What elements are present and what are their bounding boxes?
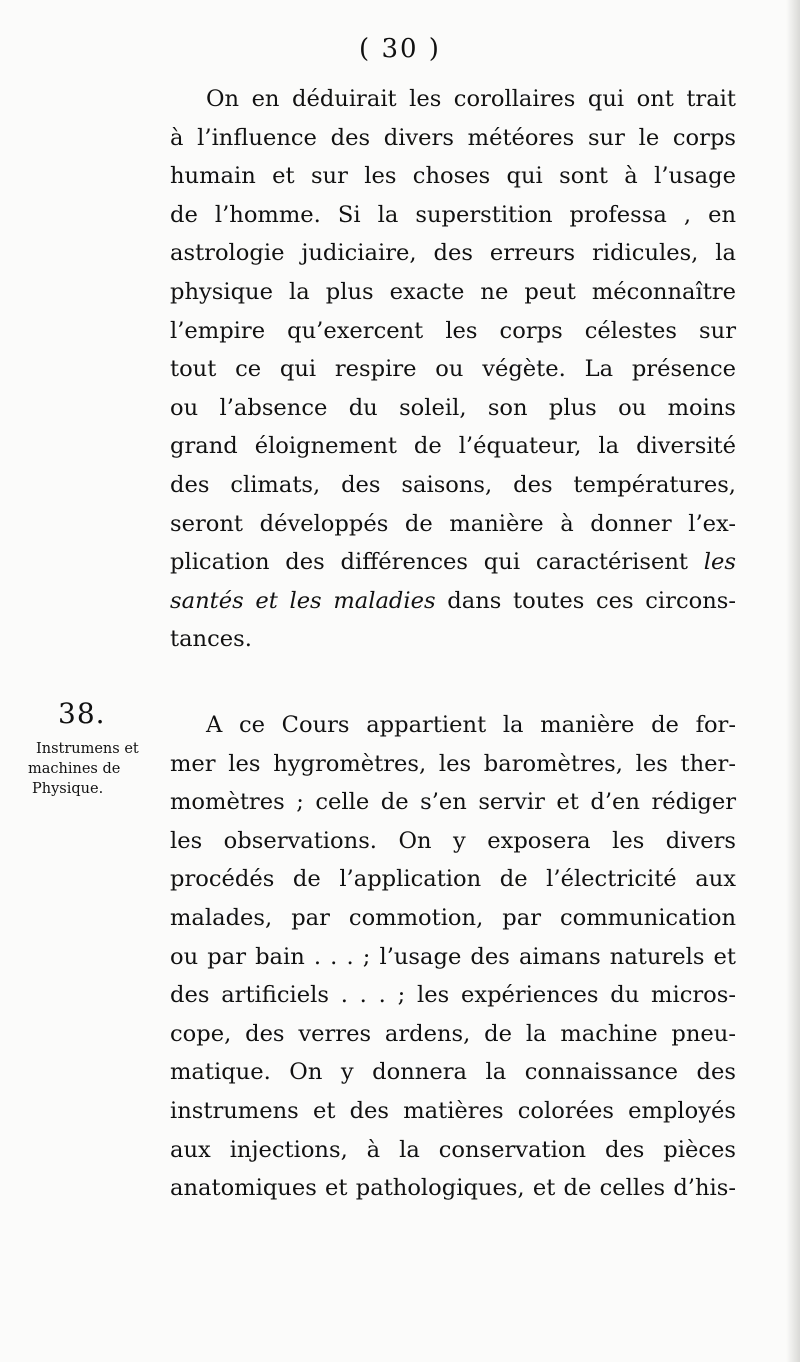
text-line: momètres ; celle de s’en servir et d’en rédiger bbox=[170, 789, 736, 816]
text-line: humain et sur les choses qui sont à l’usage bbox=[170, 163, 736, 190]
text-line: anatomiques et pathologiques, et de celles d’his- bbox=[170, 1175, 736, 1202]
text-line: ou par bain . . . ; l’usage des aimans naturels et bbox=[170, 943, 736, 970]
text-line: seront développés de manière à donner l’ex- bbox=[170, 510, 736, 537]
section-number: 38. bbox=[58, 697, 106, 730]
text-line: cope, des verres ardens, de la machine pneu- bbox=[170, 1020, 736, 1047]
italic-text: santés et les maladies bbox=[170, 587, 436, 614]
text-line: procédés de l’application de l’électricité aux bbox=[170, 866, 736, 893]
italic-text: les bbox=[703, 549, 736, 576]
text-line: astrologie judiciaire, des erreurs ridicules, la bbox=[170, 240, 736, 267]
text-line-with-italic bbox=[170, 543, 736, 582]
text-line: ou l’absence du soleil, son plus ou moins bbox=[170, 394, 736, 421]
text-line: On en déduirait les corollaires qui ont trait bbox=[206, 86, 736, 112]
text-segment: dans toutes ces circons- bbox=[447, 587, 736, 614]
text-line: physique la plus exacte ne peut méconnaître bbox=[170, 278, 736, 305]
text-line: les observations. On y exposera les divers bbox=[170, 827, 736, 854]
text-segment: plication des différences qui caractérisent bbox=[170, 549, 688, 576]
paragraph-2 bbox=[170, 706, 736, 1208]
text-line: matique. On y donnera la connaissance des bbox=[170, 1059, 736, 1086]
margin-title bbox=[26, 739, 156, 799]
text-line: à l’influence des divers météores sur le corps bbox=[170, 124, 736, 151]
page-edge-shadow bbox=[786, 0, 800, 1362]
text-line: aux injections, à la conservation des pièces bbox=[170, 1136, 736, 1163]
text-line: malades, par commotion, par communication bbox=[170, 904, 736, 931]
text-line: A ce Cours appartient la manière de for- bbox=[206, 712, 736, 738]
text-line: grand éloignement de l’équateur, la diversité bbox=[170, 433, 736, 460]
margin-title-line: machines de bbox=[28, 761, 121, 777]
text-line: instrumens et des matières colorées employés bbox=[170, 1097, 736, 1124]
text-line-with-italic bbox=[170, 582, 736, 621]
text-line: des climats, des saisons, des températures, bbox=[170, 471, 736, 498]
page-number: ( 30 ) bbox=[359, 34, 441, 64]
text-line: de l’homme. Si la superstition professa , en bbox=[170, 201, 736, 228]
text-line: mer les hygromètres, les baromètres, les ther- bbox=[170, 750, 736, 777]
paragraph-1 bbox=[170, 80, 736, 659]
text-line: des artificiels . . . ; les expériences du micros- bbox=[170, 982, 736, 1009]
margin-title-line: Physique. bbox=[32, 781, 104, 797]
text-line: tout ce qui respire ou végète. La présence bbox=[170, 356, 736, 383]
text-line: l’empire qu’exercent les corps célestes sur bbox=[170, 317, 736, 344]
margin-title-line: Instrumens et bbox=[36, 741, 139, 757]
text-line: tances. bbox=[170, 626, 252, 653]
